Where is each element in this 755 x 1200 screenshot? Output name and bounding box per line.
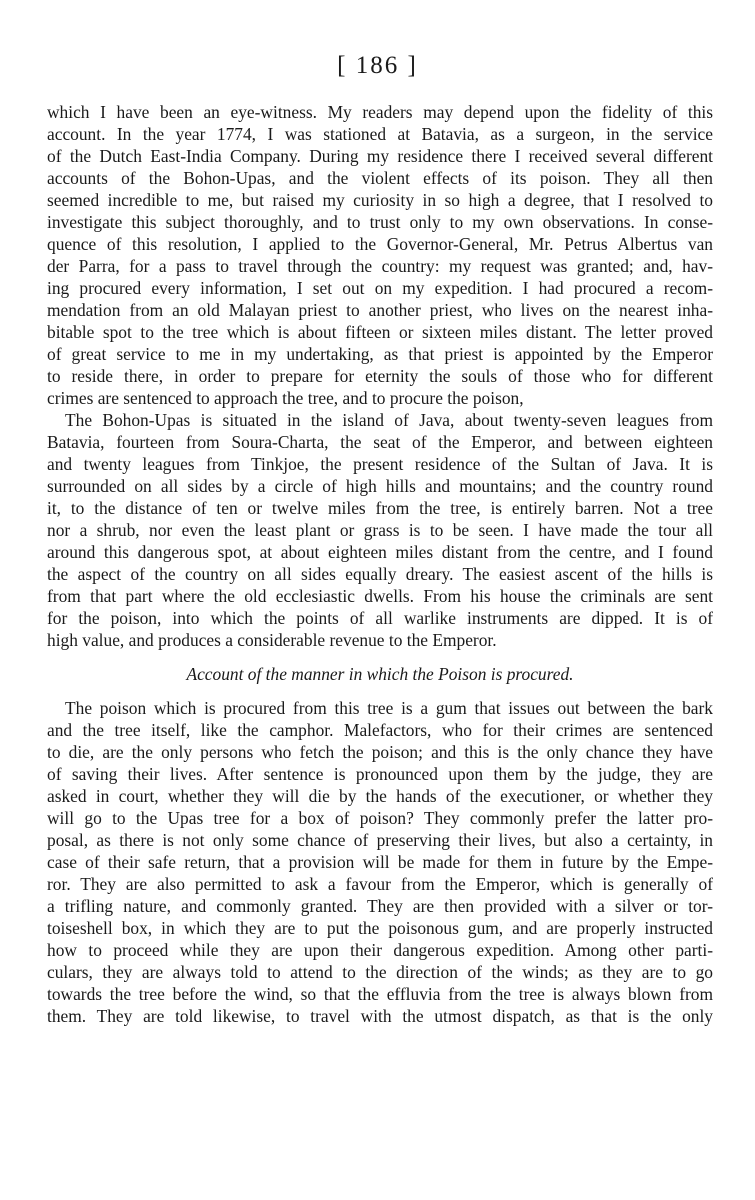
text-line: of saving their lives. After sentence is pronounced upon them by the judge, they are	[47, 764, 713, 784]
text-line: it, to the distance of ten or twelve miles from the tree, is entirely barren. Not a tree	[47, 498, 713, 518]
text-line: posal, as there is not only some chance of preserving their lives, but also a certainty, in	[47, 830, 713, 850]
text-line: culars, they are always told to attend to the direction of the winds; as they are to go	[47, 962, 713, 982]
section-heading: Account of the manner in which the Poison is procured.	[186, 664, 574, 684]
text-line: The Bohon-Upas is situated in the island of Java, about twenty-seven leagues from	[65, 410, 713, 430]
text-line: mendation from an old Malayan priest to another priest, who lives on the nearest inha-	[47, 300, 713, 320]
text-line: case of their safe return, that a provision will be made for them in future by the Empe-	[47, 852, 713, 872]
page-number: [ 186 ]	[337, 52, 418, 79]
text-line: crimes are sentenced to approach the tree, and to procure the poison,	[47, 388, 524, 408]
text-line: bitable spot to the tree which is about fifteen or sixteen miles distant. The letter proved	[47, 322, 713, 342]
text-line: towards the tree before the wind, so that the effluvia from the tree is always blown from	[47, 984, 713, 1004]
text-line: how to proceed while they are upon their dangerous expedition. Among other parti-	[47, 940, 713, 960]
paragraph	[47, 409, 713, 651]
text-line: to reside there, in order to prepare for eternity the souls of those who for different	[47, 366, 713, 386]
text-line: surrounded on all sides by a circle of high hills and mountains; and the country round	[47, 476, 713, 496]
text-line: around this dangerous spot, at about eighteen miles distant from the centre, and I found	[47, 542, 713, 562]
text-line: will go to the Upas tree for a box of poison? They commonly prefer the latter pro-	[47, 808, 713, 828]
text-line: of great service to me in my undertaking, as that priest is appointed by the Emperor	[47, 344, 713, 364]
text-line: a trifling nature, and commonly granted. They are then provided with a silver or tor-	[47, 896, 713, 916]
text-line: from that part where the old ecclesiastic dwells. From his house the criminals are sent	[47, 586, 713, 606]
text-line: and the tree itself, like the camphor. Malefactors, who for their crimes are sentenced	[47, 720, 713, 740]
text-line: nor a shrub, nor even the least plant or grass is to be seen. I have made the tour all	[47, 520, 713, 540]
text-line: them. They are told likewise, to travel with the utmost dispatch, as that is the only	[47, 1006, 713, 1026]
text-line: of the Dutch East-India Company. During my residence there I received several different	[47, 146, 713, 166]
text-line: quence of this resolution, I applied to the Governor-General, Mr. Petrus Albertus van	[47, 234, 713, 254]
text-line: to die, are the only persons who fetch the poison; and this is the only chance they have	[47, 742, 713, 762]
text-line: accounts of the Bohon-Upas, and the violent effects of its poison. They all then	[47, 168, 713, 188]
text-line: and twenty leagues from Tinkjoe, the present residence of the Sultan of Java. It is	[47, 454, 713, 474]
text-line: toiseshell box, in which they are to put the poisonous gum, and are properly instructed	[47, 918, 713, 938]
text-line: asked in court, whether they will die by the hands of the executioner, or whether they	[47, 786, 713, 806]
text-line: Batavia, fourteen from Soura-Charta, the seat of the Emperor, and between eighteen	[47, 432, 713, 452]
text-line: der Parra, for a pass to travel through the country: my request was granted; and, hav-	[47, 256, 713, 276]
text-line: investigate this subject thoroughly, and to trust only to my own observations. In conse-	[47, 212, 713, 232]
paragraph	[47, 101, 713, 409]
body-text	[47, 101, 713, 1027]
text-line: which I have been an eye-witness. My readers may depend upon the fidelity of this	[47, 102, 713, 122]
text-line: ror. They are also permitted to ask a favour from the Emperor, which is generally of	[47, 874, 713, 894]
text-line: The poison which is procured from this tree is a gum that issues out between the bark	[65, 698, 713, 718]
text-line: account. In the year 1774, I was stationed at Batavia, as a surgeon, in the service	[47, 124, 713, 144]
text-line: high value, and produces a considerable revenue to the Emperor.	[47, 630, 497, 650]
text-line: the aspect of the country on all sides equally dreary. The easiest ascent of the hills is	[47, 564, 713, 584]
text-line: seemed incredible to me, but raised my curiosity in so high a degree, that I resolved to	[47, 190, 713, 210]
text-line: for the poison, into which the points of all warlike instruments are dipped. It is of	[47, 608, 713, 628]
paragraph	[47, 697, 713, 1027]
text-line: ing procured every information, I set out on my expedition. I had procured a recom-	[47, 278, 713, 298]
